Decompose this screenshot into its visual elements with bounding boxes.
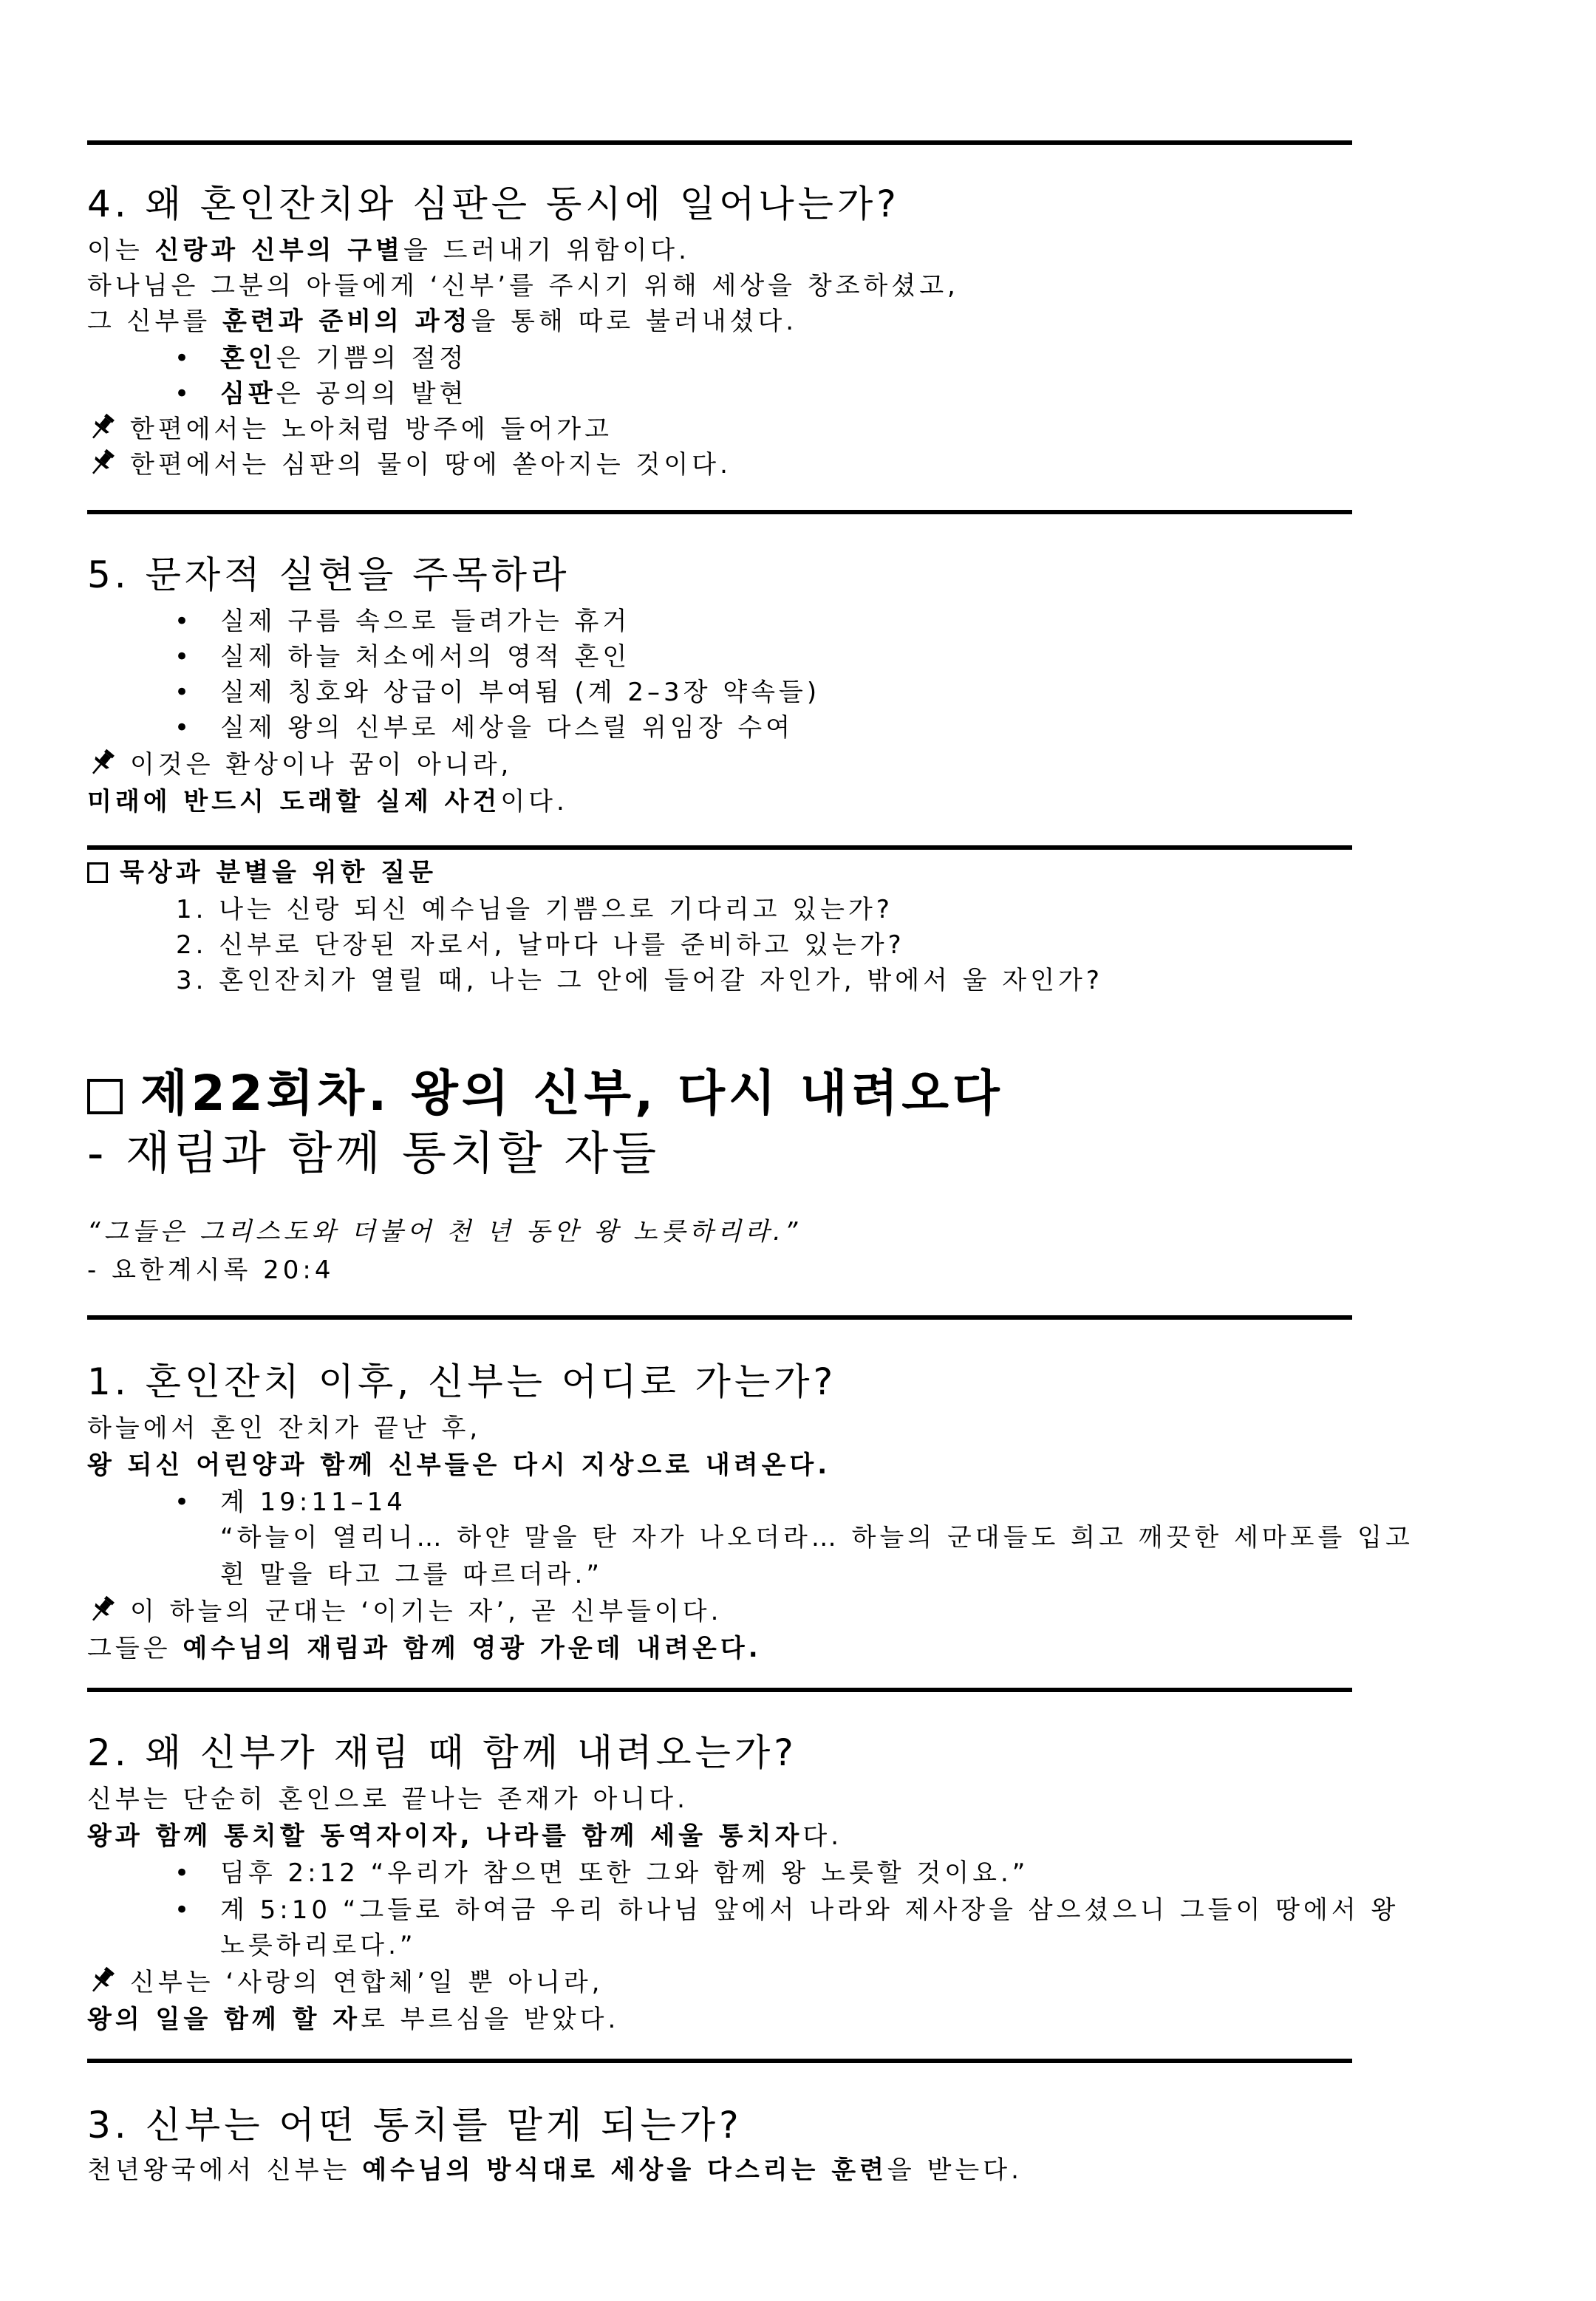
pinned-note: 이것은 환상이나 꿈이 아니라, (87, 748, 512, 782)
section-divider (87, 1688, 1352, 1692)
chapter-title: 제22회차. 왕의 신부, 다시 내려오다 (87, 1064, 1003, 1123)
pinned-note: 이 하늘의 군대는 ‘이기는 자’, 곧 신부들이다. (87, 1595, 722, 1629)
section-heading: 4. 왜 혼인잔치와 심판은 동시에 일어나는가? (87, 183, 900, 225)
checkbox-icon (87, 862, 108, 883)
pushpin-icon (87, 748, 117, 777)
section-heading: 1. 혼인잔치 이후, 신부는 어디로 가는가? (87, 1360, 837, 1403)
section-heading: 2. 왜 신부가 재림 때 함께 내려오는가? (87, 1731, 797, 1774)
document-page: 4. 왜 혼인잔치와 심판은 동시에 일어나는가? 이는 신랑과 신부의 구별을 드러내기 위함이다. 하나님은 그분의 아들에게 ‘신부’를 주시기 위해 세상을 창조하셨고, 그 신부를 훈련과 준비의 과정을 통해 따로 불러내셨다. • 혼인은 기쁨의 절정 • 심판은 공의의 발현 한편에서는 노아처럼 방주에 들어가고 한편에서는 심판의 물이 땅에 쏟아지는 것이다. 5. 문자적 실현을 주목하라 • 실제 구름 속으로 들려가는 휴거 • 실제 하늘 처소에서의 영적 혼인 • 실제 칭호와 상급이 부여됨 (계 2–3장 약속들) • 실제 왕의 신부로 세상을 다스릴 위임장 수여 이것은 환상이나 꿈이 아니라, 미래에 반드시 도래할 실제 사건이다. 묵상과 분별을 위한 질문 1. 나는 신랑 되신 예수님을 기쁨으로 기다리고 있는가? 2. 신부로 단장된 자로서, 날마다 나를 준비하고 있는가? 3. 혼인잔치가 열릴 때, 나는 그 안에 들어갈 자인가, 밖에서 울 자인가? 제22회차. 왕의 신부, 다시 내려오다 - 재림과 함께 통치할 자들 “그들은 그리스도와 더불어 천 년 동안 왕 노릇하리라.” - 요한계시록 20:4 1. 혼인잔치 이후, 신부는 어디로 가는가? 하늘에서 혼인 잔치가 끝난 후, 왕 되신 어린양과 함께 신부들은 다시 지상으로 내려온다. • 계 19:11–14 “하늘이 열리니… 하얀 말을 탄 자가 나오더라… 하늘의 군대들도 희고 깨끗한 세마포를 입고 흰 말을 타고 그를 따르더라.” 이 하늘의 군대는 ‘이기는 자’, 곧 신부들이다. 그들은 예수님의 재림과 함께 영광 가운데 내려온다. 2. 왜 신부가 재림 때 함께 내려오는가? 신부는 단순히 혼인으로 끝나는 존재가 아니다. 왕과 함께 통치할 동역자이자, 나라를 함께 세울 통치자다. • 딤후 2:12 “우리가 참으면 또한 그와 함께 왕 노릇할 것이요.” • 계 5:10 “그들로 하여금 우리 하나님 앞에서 나라와 제사장을 삼으셨으니 그들이 땅에서 왕 노릇하리로다.” 신부는 ‘사랑의 연합체’일 뿐 아니라, 왕의 일을 함께 할 자로 부르심을 받았다. 3. 신부는 어떤 통치를 맡게 되는가? 천년왕국에서 신부는 예수님의 방식대로 세상을 다스리는 훈련을 받는다. (0, 0, 1596, 2301)
paragraph-line: 그들은 예수님의 재림과 함께 영광 가운데 내려온다. (87, 1634, 762, 1663)
paragraph-line: 이는 신랑과 신부의 구별을 드러내기 위함이다. (87, 236, 690, 265)
paragraph-line: 천년왕국에서 신부는 예수님의 방식대로 세상을 다스리는 훈련을 받는다. (87, 2155, 1023, 2185)
section-divider (87, 140, 1352, 145)
scripture-reference: - 요한계시록 20:4 (87, 1255, 335, 1285)
section-heading: 3. 신부는 어떤 통치를 맡게 되는가? (87, 2104, 743, 2147)
paragraph-line: 하나님은 그분의 아들에게 ‘신부’를 주시기 위해 세상을 창조하셨고, (87, 271, 959, 301)
question-item: 1. 나는 신랑 되신 예수님을 기쁨으로 기다리고 있는가? (176, 895, 893, 924)
section-heading: 5. 문자적 실현을 주목하라 (87, 553, 570, 596)
scripture-quote: “그들은 그리스도와 더불어 천 년 동안 왕 노릇하리라.” (87, 1217, 802, 1247)
pushpin-icon (87, 412, 117, 442)
paragraph-line: 하늘에서 혼인 잔치가 끝난 후, (87, 1414, 482, 1443)
paragraph-line: 왕 되신 어린양과 함께 신부들은 다시 지상으로 내려온다. (87, 1451, 831, 1480)
pushpin-icon (87, 1966, 117, 1995)
section-divider (87, 510, 1352, 514)
chapter-subtitle: - 재림과 함께 통치할 자들 (87, 1126, 661, 1180)
pinned-note: 한편에서는 노아처럼 방주에 들어가고 (87, 412, 613, 446)
question-item: 2. 신부로 단장된 자로서, 날마다 나를 준비하고 있는가? (176, 930, 905, 960)
paragraph-line: 왕과 함께 통치할 동역자이자, 나라를 함께 세울 통치자다. (87, 1821, 842, 1851)
paragraph-line: 그 신부를 훈련과 준비의 과정을 통해 따로 불러내셨다. (87, 307, 798, 336)
pushpin-icon (87, 448, 117, 477)
paragraph-line: 신부는 단순히 혼인으로 끝나는 존재가 아니다. (87, 1784, 689, 1814)
paragraph-line: 미래에 반드시 도래할 실제 사건이다. (87, 787, 568, 817)
question-item: 3. 혼인잔치가 열릴 때, 나는 그 안에 들어갈 자인가, 밖에서 울 자인가? (176, 966, 1103, 995)
pushpin-icon (87, 1595, 117, 1624)
questions-heading: 묵상과 분별을 위한 질문 (87, 856, 437, 890)
pinned-note: 신부는 ‘사랑의 연합체’일 뿐 아니라, (87, 1966, 603, 2000)
section-divider (87, 845, 1352, 850)
section-divider (87, 2059, 1352, 2063)
pinned-note: 한편에서는 심판의 물이 땅에 쏟아지는 것이다. (87, 448, 732, 482)
paragraph-line: 왕의 일을 함께 할 자로 부르심을 받았다. (87, 2005, 620, 2034)
bullet-quote-line: “하늘이 열리니… 하얀 말을 탄 자가 나오더라… 하늘의 군대들도 희고 깨끗한 세마포를 입고 (220, 1523, 1413, 1552)
bullet-quote-line: 흰 말을 타고 그를 따르더라.” (220, 1560, 603, 1589)
bullet-continuation: 노릇하리로다.” (220, 1931, 417, 1960)
checkbox-icon (87, 1079, 123, 1114)
section-divider (87, 1315, 1352, 1320)
